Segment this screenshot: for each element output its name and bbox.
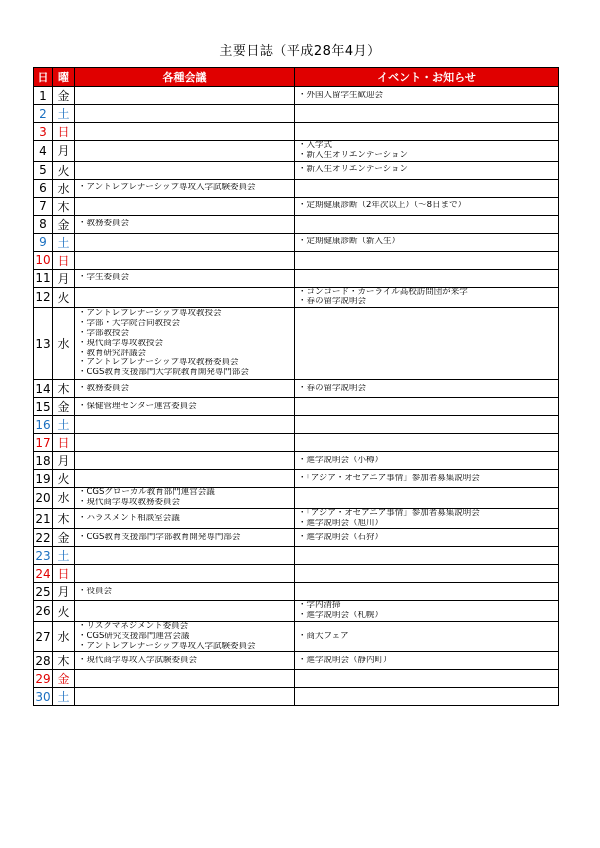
events-cell [295,434,559,452]
events-cell [295,547,559,565]
meeting-item: ・アントレプレナーシップ専攻教務委員会 [78,358,239,368]
meeting-item: ・アントレプレナーシップ専攻入学試験委員会 [78,183,256,193]
table-row [34,123,559,141]
meetings-cell [75,529,295,547]
meetings-cell [75,215,295,233]
table-row [34,197,559,215]
meetings-cell [75,308,295,380]
meeting-item: ・教務委員会 [78,219,130,229]
table-header-row [34,68,559,87]
weekday-cell: 金 [53,215,75,233]
weekday-cell: 木 [53,380,75,398]
header-day: 日 [34,68,53,87]
weekday-cell: 火 [53,470,75,488]
meetings-cell [75,488,295,509]
meetings-cell [75,251,295,269]
meeting-item: ・CGS教育支援部門大学院教育開発専門部会 [78,368,249,378]
meetings-cell [75,452,295,470]
day-cell: 4 [34,141,53,162]
meetings-cell [75,141,295,162]
events-cell [295,529,559,547]
events-cell [295,215,559,233]
meetings-cell [75,287,295,308]
meetings-cell [75,470,295,488]
weekday-cell: 土 [53,416,75,434]
day-cell: 9 [34,233,53,251]
meeting-item: ・教育研究評議会 [78,348,147,358]
event-item: ・入学式 [298,141,333,150]
events-cell [295,179,559,197]
table-row [34,583,559,601]
table-row [34,488,559,509]
table-row [34,398,559,416]
meetings-cell [75,688,295,706]
weekday-cell: 日 [53,565,75,583]
events-cell [295,105,559,123]
day-cell: 5 [34,161,53,179]
weekday-cell: 水 [53,179,75,197]
meetings-cell [75,565,295,583]
events-cell [295,470,559,488]
meeting-item: ・アントレプレナーシップ専攻教授会 [78,309,222,319]
weekday-cell: 金 [53,529,75,547]
event-item: ・春の留学説明会 [298,297,367,307]
meeting-item: ・CGS研究支援部門運営会議 [78,631,190,641]
meetings-cell [75,105,295,123]
event-item: ・商大フェア [298,631,349,641]
meeting-item: ・現代商学専攻教務委員会 [78,497,181,507]
event-item: ・進学説明会（小樽） [298,455,384,465]
meetings-cell [75,87,295,105]
weekday-cell: 金 [53,670,75,688]
table-row [34,452,559,470]
day-cell: 12 [34,287,53,308]
day-cell: 30 [35,689,51,704]
events-cell [295,398,559,416]
meeting-item: ・リスクマネジメント委員会 [78,621,189,631]
table-row [34,470,559,488]
table-row [34,287,559,308]
meeting-item: ・学部・大学院合同教授会 [78,319,181,329]
table-row [34,652,559,670]
table-row [34,105,559,123]
events-cell [295,565,559,583]
event-item: ・「アジア・オセアニア事情」参加者募集説明会 [298,473,480,483]
meeting-item: ・役員会 [78,586,113,596]
table-row [34,621,559,651]
event-item: ・進学説明会（石狩） [298,532,384,542]
events-cell [295,197,559,215]
event-item: ・学内清掃 [298,601,341,611]
day-cell: 22 [35,530,51,545]
event-item: ・定期健康診断（2年次以上）（～8日まで） [298,201,467,211]
day-cell: 10 [35,253,51,268]
weekday-cell: 水 [53,488,75,509]
meeting-item: ・アントレプレナーシップ専攻入学試験委員会 [78,641,256,651]
meeting-item: ・保健管理センター運営委員会 [78,401,197,411]
meetings-cell [75,123,295,141]
table-row [34,141,559,162]
meetings-cell [75,652,295,670]
weekday-cell: 木 [53,508,75,529]
event-item: ・外国人留学生歓迎会 [298,90,384,100]
weekday-cell: 日 [53,123,75,141]
weekday-cell: 日 [53,434,75,452]
day-cell: 2 [34,105,53,123]
table-row [34,670,559,688]
table-row [34,215,559,233]
meeting-item: ・CGSグローカル教育部門運営会議 [78,488,215,498]
weekday-cell: 水 [53,621,75,651]
day-cell: 23 [35,548,51,563]
meetings-cell [75,547,295,565]
meetings-cell [75,161,295,179]
meetings-cell [75,398,295,416]
day-cell: 24 [35,566,51,581]
weekday-cell: 火 [53,601,75,622]
day-cell: 8 [34,215,53,233]
weekday-cell: 月 [53,583,75,601]
event-item: ・コンコード・カーライル高校訪問団が来学 [298,287,468,297]
event-item: ・新入生オリエンテーション [298,150,408,160]
meetings-cell [75,601,295,622]
meetings-cell [75,434,295,452]
events-cell [295,508,559,529]
events-cell [295,688,559,706]
meeting-item: ・学生委員会 [78,273,130,283]
day-cell: 13 [34,308,53,380]
events-cell [295,488,559,509]
events-cell [295,123,559,141]
weekday-cell: 火 [53,161,75,179]
meeting-item: ・CGS教育支援部門学部教育開発専門部会 [78,532,241,542]
weekday-cell: 金 [53,398,75,416]
weekday-cell: 月 [53,269,75,287]
day-cell: 1 [34,87,53,105]
events-cell [295,452,559,470]
events-cell [295,141,559,162]
weekday-cell: 土 [53,547,75,565]
table-row [34,601,559,622]
meeting-item: ・ハラスメント相談室会議 [78,513,180,523]
event-item: ・「アジア・オセアニア事情」参加者募集説明会 [298,508,480,518]
meeting-item: ・教務委員会 [78,383,130,393]
weekday-cell: 土 [53,105,75,123]
table-row [34,269,559,287]
day-cell: 28 [35,653,51,668]
event-item: ・新入生オリエンテーション [298,165,408,175]
meeting-item: ・現代商学専攻入学試験委員会 [78,655,198,665]
page-title: 主要日誌（平成28年4月） [219,44,381,59]
meetings-cell [75,621,295,651]
table-row [34,688,559,706]
day-cell: 20 [34,488,53,509]
meeting-item: ・現代商学専攻教授会 [78,338,164,348]
day-cell: 18 [35,453,51,468]
header-weekday: 曜 [53,68,75,87]
weekday-cell: 木 [53,652,75,670]
meetings-cell [75,508,295,529]
events-cell [295,621,559,651]
weekday-cell: 土 [53,688,75,706]
day-cell: 25 [35,584,51,599]
table-row [34,416,559,434]
events-cell [295,233,559,251]
table-row [34,547,559,565]
header-events: イベント・お知らせ [295,68,559,87]
meetings-cell [75,179,295,197]
weekday-cell: 火 [53,287,75,308]
day-cell: 3 [34,123,53,141]
day-cell: 21 [34,508,53,529]
meetings-cell [75,416,295,434]
table-row [34,434,559,452]
meeting-item: ・学部教授会 [78,328,130,338]
events-cell [295,87,559,105]
event-item: ・進学説明会（札幌） [298,611,384,621]
events-cell [295,308,559,380]
table-row [34,251,559,269]
weekday-cell: 月 [53,452,75,470]
events-cell [295,287,559,308]
day-cell: 6 [34,179,53,197]
day-cell: 17 [35,435,51,450]
events-cell [295,161,559,179]
header-meetings: 各種会議 [75,68,295,87]
day-cell: 11 [35,271,51,286]
meetings-cell [75,233,295,251]
weekday-cell: 金 [53,87,75,105]
weekday-cell: 土 [53,233,75,251]
day-cell: 15 [35,399,51,414]
event-item: ・進学説明会（静内町） [298,655,392,665]
event-item: ・進学説明会（旭川） [298,518,384,528]
day-cell: 27 [34,621,53,651]
day-cell: 14 [35,381,51,396]
events-cell [295,601,559,622]
schedule-table [33,67,559,706]
day-cell: 19 [35,471,51,486]
weekday-cell: 水 [53,308,75,380]
events-cell [295,583,559,601]
meetings-cell [75,197,295,215]
table-row [34,565,559,583]
events-cell [295,269,559,287]
table-row [34,308,559,380]
events-cell [295,380,559,398]
event-item: ・定期健康診断（新入生） [298,237,401,247]
table-row [34,529,559,547]
table-row [34,233,559,251]
day-cell: 26 [34,601,53,622]
meetings-cell [75,670,295,688]
weekday-cell: 木 [53,197,75,215]
events-cell [295,251,559,269]
day-cell: 16 [35,417,51,432]
table-row [34,508,559,529]
event-item: ・春の留学説明会 [298,383,367,393]
meetings-cell [75,269,295,287]
table-row [34,87,559,105]
table-row [34,380,559,398]
table-row [34,179,559,197]
weekday-cell: 日 [53,251,75,269]
events-cell [295,416,559,434]
day-cell: 29 [35,671,51,686]
meetings-cell [75,380,295,398]
events-cell [295,670,559,688]
weekday-cell: 月 [53,141,75,162]
events-cell [295,652,559,670]
table-row [34,161,559,179]
meetings-cell [75,583,295,601]
day-cell: 7 [34,197,53,215]
